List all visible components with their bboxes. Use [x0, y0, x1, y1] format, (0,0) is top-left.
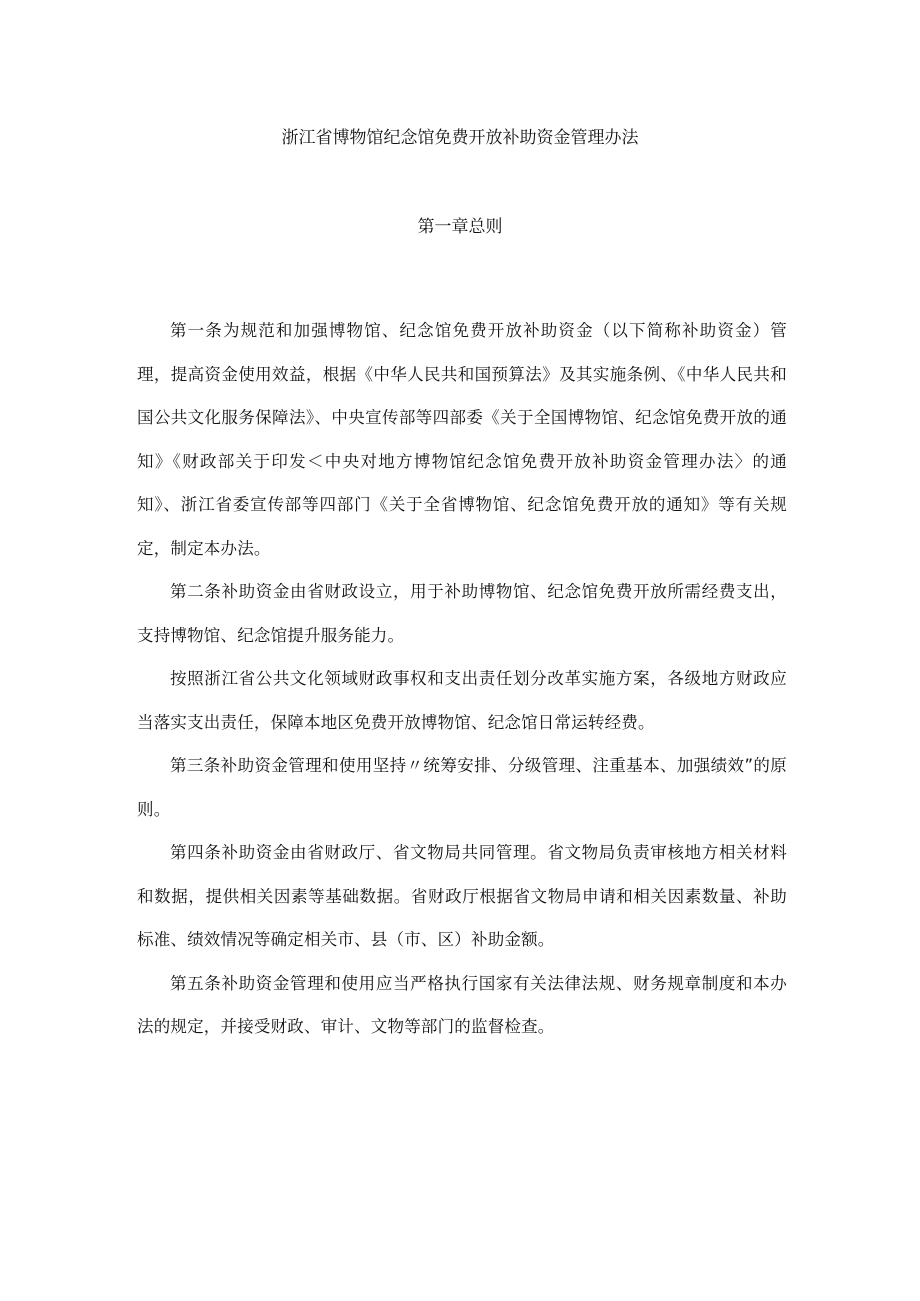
article-4-paragraph: 第四条补助资金由省财政厅、省文物局共同管理。省文物局负责审核地方相关材料和数据，提供相关因素等基础数据。省财政厅根据省文物局申请和相关因素数量、补助标准、绩效情况等确定相关市、县（市、区）补助金额。 [137, 843, 787, 949]
document-title: 浙江省博物馆纪念馆免费开放补助资金管理办法 [281, 128, 639, 148]
article-1-paragraph: 第一条为规范和加强博物馆、纪念馆免费开放补助资金（以下简称补助资金）管理，提高资金使用效益，根据《中华人民共和国预算法》及其实施条例、《中华人民共和国公共文化服务保障法》、中央宣传部等四部委《关于全国博物馆、纪念馆免费开放的通知》《财政部关于印发＜中央对地方博物馆纪念馆免费开放补助资金管理办法〉的通知》、浙江省委宣传部等四部门《关于全省博物馆、纪念馆免费开放的通知》等有关规定，制定本办法。 [137, 321, 787, 558]
article-2-paragraph: 第二条补助资金由省财政设立，用于补助博物馆、纪念馆免费开放所需经费支出，支持博物馆、纪念馆提升服务能力。 [137, 582, 787, 645]
document-body [137, 309, 787, 1049]
article-2-supplement-paragraph: 按照浙江省公共文化领域财政事权和支出责任划分改革实施方案，各级地方财政应当落实支出责任，保障本地区免费开放博物馆、纪念馆日常运转经费。 [137, 669, 787, 732]
article-3-paragraph: 第三条补助资金管理和使用坚持〃统筹安排、分级管理、注重基本、加强绩效”的原则。 [137, 756, 787, 819]
article-5-paragraph: 第五条补助资金管理和使用应当严格执行国家有关法律法规、财务规章制度和本办法的规定，并接受财政、审计、文物等部门的监督检查。 [137, 973, 787, 1036]
chapter-heading: 第一章总则 [417, 217, 503, 237]
